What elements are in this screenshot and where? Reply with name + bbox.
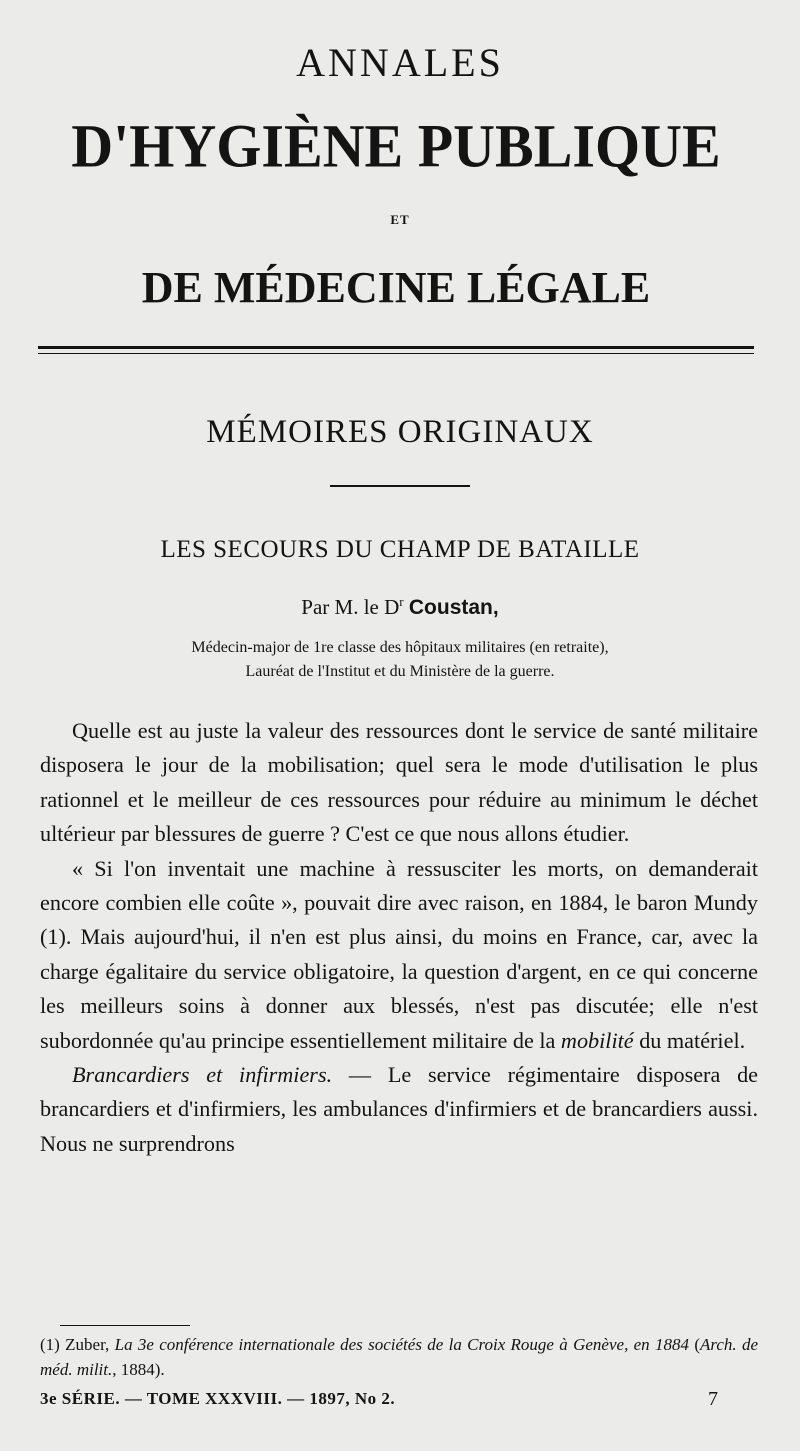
paragraph-2-end: du matériel. — [639, 1027, 746, 1053]
author-credit-line1: Médecin-major de 1re classe des hôpitaux militaires (en retraite), — [191, 639, 609, 656]
paragraph-1: Quelle est au juste la valeur des ressources dont le service de santé militaire disposera le jour de la mobilisation; quel sera le mode d'utilisation le plus rationnel et le meilleur de ces ressources pour réduire au minimum le déchet ultérieur par blessures de guerre ? C'est ce que nous allons étudier. — [40, 718, 758, 847]
paragraph-2-italic: mobilité — [560, 1027, 634, 1053]
footnote — [40, 1332, 758, 1382]
paragraph-3-text: — Le service régimentaire disposera de brancardiers et d'infirmiers, les ambulances d'infirmiers et de brancardiers aussi. Nous ne surprendrons — [40, 1062, 759, 1156]
masthead-rule-thin — [38, 353, 754, 354]
paragraph-3 — [40, 1058, 758, 1161]
footnote-ref-open: ( — [694, 1335, 700, 1354]
article-byline — [0, 585, 800, 625]
paragraph-3-italic: Brancardiers et infirmiers. — [72, 1062, 333, 1088]
masthead-rule-thick — [38, 346, 754, 349]
footnote-ref-close: , 1884). — [112, 1360, 165, 1379]
byline-prefix: Par M. le D — [301, 595, 400, 619]
masthead-annales: ANNALES — [296, 40, 504, 85]
author-credit-line2: Lauréat de l'Institut et du Ministère de la guerre. — [245, 663, 555, 680]
footnote-ref-italic: Arch. de méd. milit. — [40, 1335, 759, 1379]
article-body — [40, 714, 758, 1161]
paragraph-2 — [40, 852, 758, 1058]
article-title: LES SECOURS DU CHAMP DE BATAILLE — [160, 536, 640, 563]
masthead-et: ET — [390, 212, 410, 227]
author-name: Coustan, — [408, 596, 499, 619]
section-divider — [330, 485, 470, 487]
byline-superscript: r — [399, 594, 404, 609]
footer-series: 3e SÉRIE. — TOME XXXVIII. — 1897, No 2. — [40, 1389, 396, 1408]
footnote-rule — [60, 1325, 190, 1326]
section-heading: MÉMOIRES ORIGINAUX — [206, 414, 594, 450]
paragraph-2-text: « Si l'on inventait une machine à ressusciter les morts, on demanderait encore combien elle coûte », pouvait dire avec raison, en 1884, le baron Mundy (1). Mais aujourd'hui, il n'en est plus ainsi, du moins en France, car, avec la charge égalitaire du service obligatoire, la question d'argent, en ce qui concerne les meilleurs soins à donner aux blessés, n'est pas discutée; elle n'est subordonnée qu'au principe essentiellement militaire de la — [40, 855, 758, 1053]
footnote-marker: (1) Zuber, — [40, 1335, 110, 1354]
masthead-title-line1: D'HYGIÈNE PUBLIQUE — [71, 112, 721, 181]
page-number: 7 — [708, 1388, 718, 1410]
masthead-title-line2: DE MÉDECINE LÉGALE — [141, 263, 651, 312]
footnote-italic: La 3e conférence internationale des sociétés de la Croix Rouge à Genève, en 1884 — [114, 1335, 689, 1354]
page-footer — [40, 1386, 758, 1412]
